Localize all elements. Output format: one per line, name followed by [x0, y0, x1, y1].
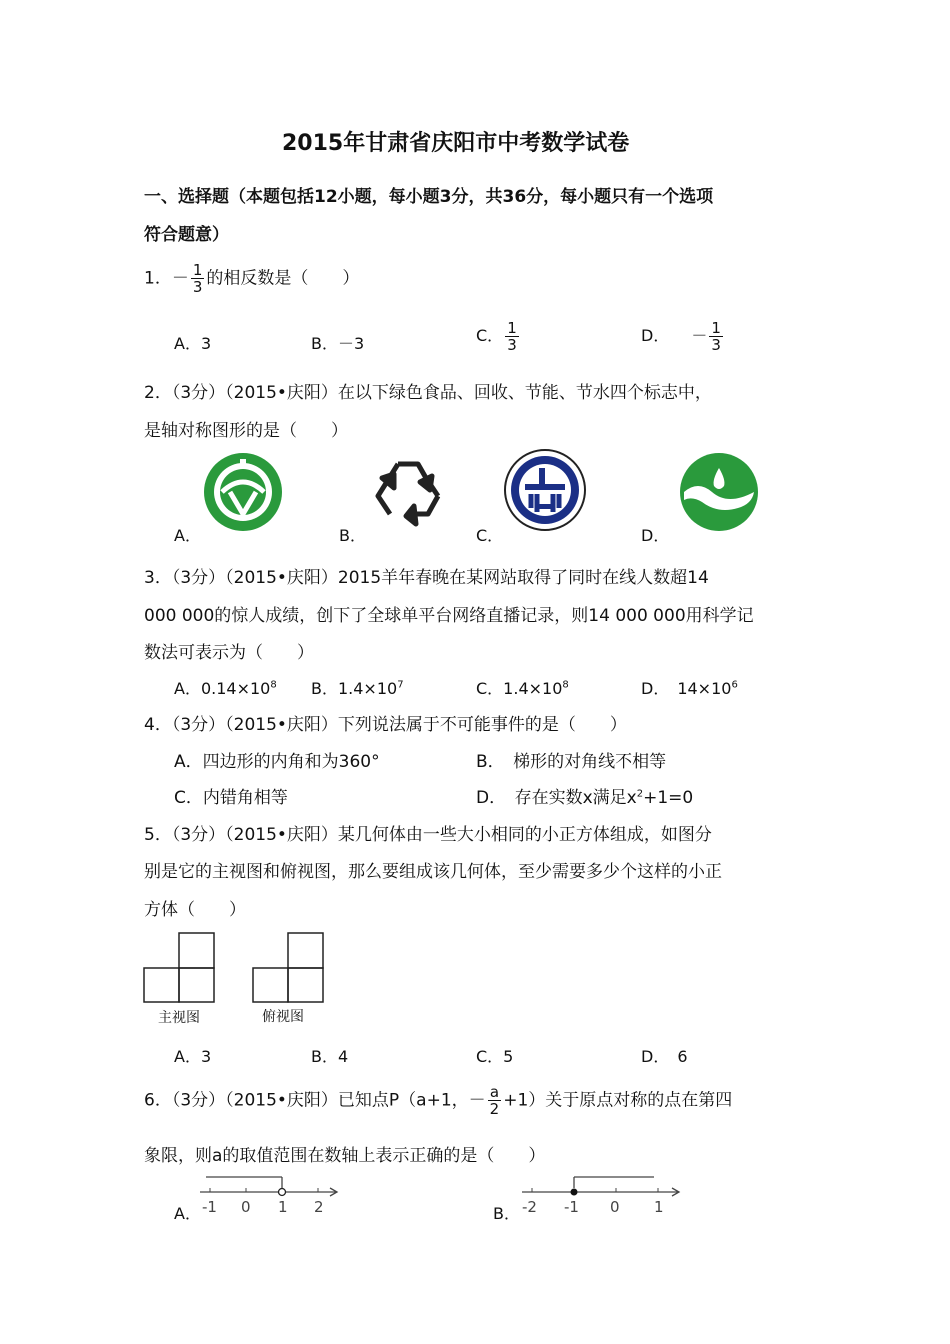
axis-b-tick-3: 1	[654, 1198, 664, 1216]
question-2-cont: 是轴对称图形的是（ ）	[144, 421, 348, 441]
section-heading: 一、选择题（本题包括12小题，每小题3分，共36分，每小题只有一个选项	[144, 187, 714, 207]
q3-option-b[interactable]	[311, 676, 404, 699]
q1-option-d-label: D．	[641, 326, 670, 345]
q5-option-a[interactable]: A．3	[174, 1047, 212, 1066]
q6-frac-num: a	[489, 1083, 500, 1101]
q3-option-d[interactable]	[641, 676, 738, 699]
q3-a-exp: 8	[270, 679, 277, 691]
q5-option-d[interactable]: D． 6	[641, 1047, 688, 1066]
question-5: 5．（3分）（2015•庆阳）某几何体由一些大小相同的小正方体组成，如图分	[144, 825, 712, 845]
q1-number: 1．	[144, 268, 172, 289]
q1-option-d[interactable]	[641, 320, 725, 353]
question-1	[144, 262, 359, 295]
axis-b-tick-2: 0	[610, 1198, 620, 1216]
section-heading-cont: 符合题意）	[144, 225, 229, 245]
q2-option-c[interactable]: C．	[476, 526, 504, 545]
q4-option-d[interactable]	[476, 783, 693, 808]
question-2: 2．（3分）（2015•庆阳）在以下绿色食品、回收、节能、节水四个标志中，	[144, 383, 712, 403]
axis-a-tick-2: 1	[278, 1198, 288, 1216]
q1-option-d-neg: －	[691, 326, 708, 345]
q1-option-c-fraction	[505, 320, 519, 353]
question-3-cont1: 000 000的惊人成绩，创下了全球单平台网络直播记录，则14 000 000用科学记	[144, 606, 754, 626]
top-view-figure	[252, 932, 326, 1004]
q1-neg: －	[171, 268, 189, 289]
q3-option-c[interactable]	[476, 676, 569, 699]
recycle-logo-icon	[368, 456, 448, 530]
q4-d-pre: D． 存在实数x满足x	[476, 788, 637, 808]
axis-b-tick-0: -2	[522, 1198, 537, 1216]
axis-b-tick-1: -1	[564, 1198, 579, 1216]
q3-b-exp: 7	[397, 679, 404, 691]
question-5-cont2: 方体（ ）	[144, 900, 246, 920]
question-3: 3．（3分）（2015•庆阳）2015羊年春晚在某网站取得了同时在线人数超14	[144, 568, 709, 588]
number-line-b	[518, 1170, 684, 1220]
q4-d-exp: 2	[636, 788, 644, 800]
q1-c-num: 1	[507, 319, 517, 337]
water-saving-logo-icon	[678, 452, 760, 532]
top-view-label: 俯视图	[262, 1009, 304, 1025]
q1-option-c[interactable]	[476, 320, 521, 353]
q4-option-b[interactable]: B． 梯形的对角线不相等	[476, 752, 667, 772]
q6-frac-den: 2	[489, 1100, 500, 1118]
q2-option-a[interactable]: A．	[174, 526, 201, 545]
q4-option-c[interactable]: C．内错角相等	[174, 788, 288, 808]
q3-a-base: A．0.14×10	[174, 679, 271, 698]
page-title: 2015年甘肃省庆阳市中考数学试卷	[282, 131, 630, 156]
question-5-cont1: 别是它的主视图和俯视图，那么要组成该几何体，至少需要多少个这样的小正	[144, 862, 722, 882]
q1-c-den: 3	[507, 336, 517, 354]
q6-option-b[interactable]: B．	[493, 1204, 520, 1223]
q5-option-b[interactable]: B．4	[311, 1047, 349, 1066]
q1-option-d-fraction	[709, 320, 723, 353]
energy-saving-logo-icon	[503, 448, 587, 532]
q1-text: 的相反数是（ ）	[206, 268, 360, 289]
q1-d-num: 1	[711, 319, 721, 337]
q1-frac-den: 3	[192, 278, 203, 296]
q1-option-a[interactable]: A．3	[174, 334, 212, 353]
green-food-logo-icon	[202, 452, 284, 532]
front-view-figure	[143, 932, 217, 1004]
q2-option-d[interactable]: D．	[641, 526, 670, 545]
question-3-cont2: 数法可表示为（ ）	[144, 643, 314, 663]
q3-c-exp: 8	[562, 679, 569, 691]
number-line-a	[196, 1170, 342, 1220]
q1-d-den: 3	[711, 336, 721, 354]
q6-line1-post: +1）关于原点对称的点在第四	[503, 1090, 733, 1111]
q6-line1-pre: 6．（3分）（2015•庆阳）已知点P（a+1，－	[144, 1090, 486, 1111]
q1-fraction	[191, 262, 205, 295]
question-4: 4．（3分）（2015•庆阳）下列说法属于不可能事件的是（ ）	[144, 715, 627, 735]
q3-c-base: C．1.4×10	[476, 679, 563, 698]
front-view-label: 主视图	[158, 1010, 200, 1026]
q2-option-b[interactable]: B．	[339, 526, 366, 545]
q4-option-a[interactable]: A．四边形的内角和为360°	[174, 752, 380, 772]
q3-option-a[interactable]	[174, 676, 277, 699]
q4-d-post: +1=0	[643, 788, 694, 808]
q3-d-exp: 6	[731, 679, 738, 691]
axis-a-tick-0: -1	[202, 1198, 217, 1216]
q3-d-base: D． 14×10	[641, 679, 732, 698]
question-6-cont: 象限，则a的取值范围在数轴上表示正确的是（ ）	[144, 1146, 546, 1166]
q3-b-base: B．1.4×10	[311, 679, 398, 698]
q1-option-b[interactable]: B．－3	[311, 334, 365, 353]
axis-a-tick-1: 0	[241, 1198, 251, 1216]
q6-fraction	[488, 1084, 502, 1117]
q6-option-a[interactable]: A．	[174, 1204, 201, 1223]
axis-a-tick-3: 2	[314, 1198, 324, 1216]
q1-option-c-label: C．	[476, 326, 504, 345]
q1-frac-num: 1	[192, 261, 203, 279]
question-6	[144, 1084, 732, 1117]
q5-option-c[interactable]: C．5	[476, 1047, 514, 1066]
